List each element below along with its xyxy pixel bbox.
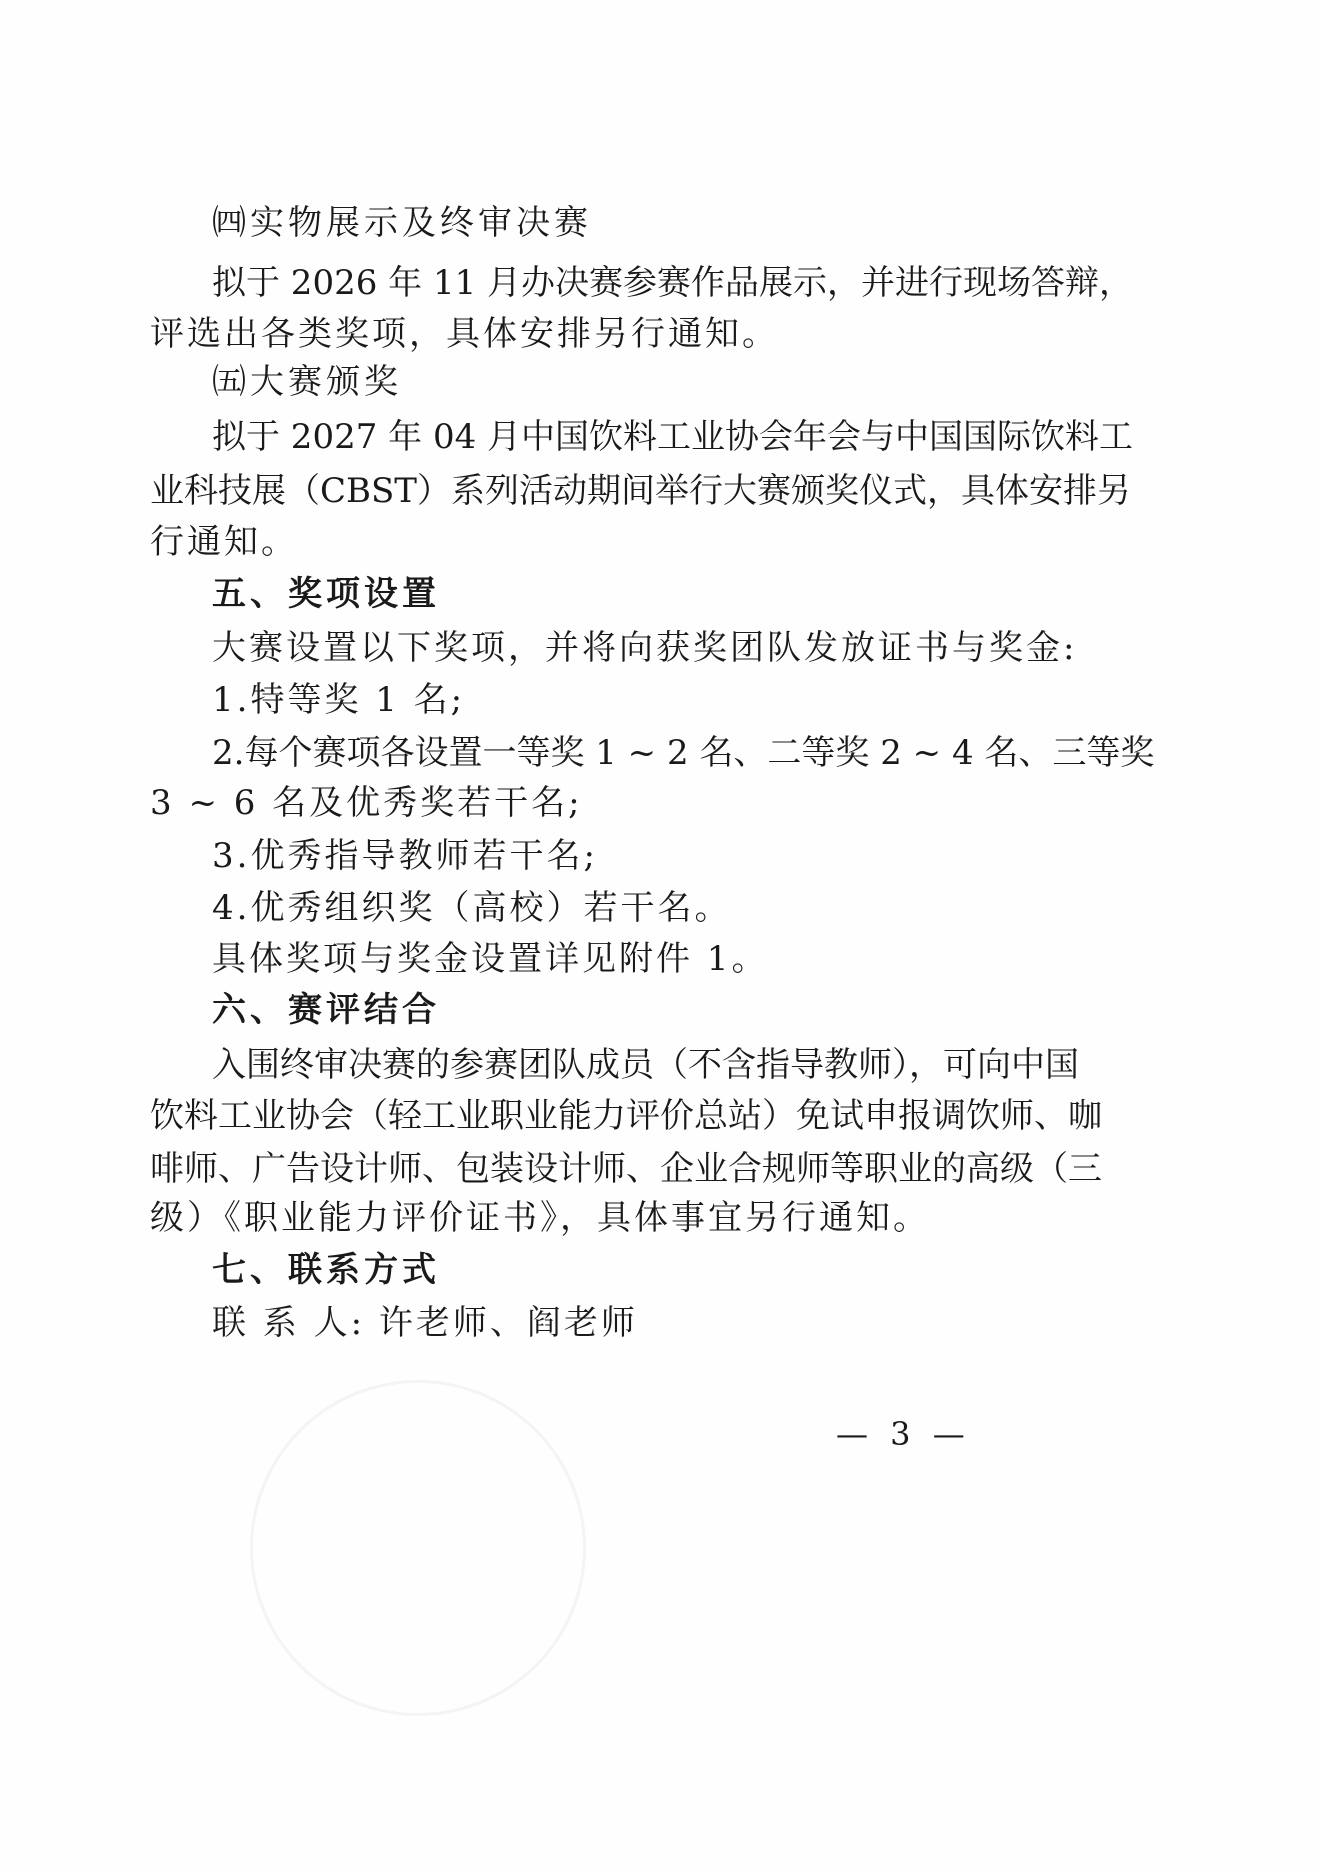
bleed-through-stamp: [250, 1380, 586, 1716]
heading-evaluation: 六、赛评结合: [212, 990, 440, 1030]
section-5-title: ㈤大赛颁奖: [212, 362, 402, 402]
paragraph-line: 饮料工业协会（轻工业职业能力评价总站）免试申报调饮师、咖: [150, 1096, 1102, 1136]
list-item: 1.特等奖 1 名;: [212, 680, 466, 720]
list-item: 2.每个赛项各设置一等奖 1 ~ 2 名、二等奖 2 ~ 4 名、三等奖: [212, 733, 1155, 773]
paragraph-line: 具体奖项与奖金设置详见附件 1。: [212, 939, 769, 979]
paragraph-line: 评选出各类奖项，具体安排另行通知。: [150, 314, 779, 354]
paragraph-line: 拟于 2026 年 11 月办决赛参赛作品展示，并进行现场答辩，: [212, 263, 1134, 303]
paragraph-line: 啡师、广告设计师、包装设计师、企业合规师等职业的高级（三: [150, 1149, 1102, 1189]
paragraph-line: 行通知。: [150, 522, 298, 562]
heading-contact: 七、联系方式: [212, 1250, 440, 1290]
list-item: 4.优秀组织奖（高校）若干名。: [212, 888, 732, 928]
list-item-continuation: 3 ~ 6 名及优秀奖若干名;: [150, 783, 583, 823]
paragraph-line: 级）《职业能力评价证书》，具体事宜另行通知。: [150, 1198, 930, 1238]
heading-awards: 五、奖项设置: [212, 574, 440, 614]
paragraph-line: 大赛设置以下奖项，并将向获奖团队发放证书与奖金:: [212, 628, 1078, 668]
page-number: — 3 —: [836, 1415, 971, 1453]
section-4-title: ㈣实物展示及终审决赛: [212, 203, 592, 243]
contact-person: 联 系 人: 许老师、阎老师: [212, 1303, 638, 1343]
paragraph-line: 业科技展（CBST）系列活动期间举行大赛颁奖仪式，具体安排另: [150, 471, 1131, 511]
paragraph-line: 拟于 2027 年 04 月中国饮料工业协会年会与中国国际饮料工: [212, 417, 1134, 457]
paragraph-line: 入围终审决赛的参赛团队成员（不含指导教师），可向中国: [212, 1045, 1079, 1085]
list-item: 3.优秀指导教师若干名;: [212, 836, 598, 876]
